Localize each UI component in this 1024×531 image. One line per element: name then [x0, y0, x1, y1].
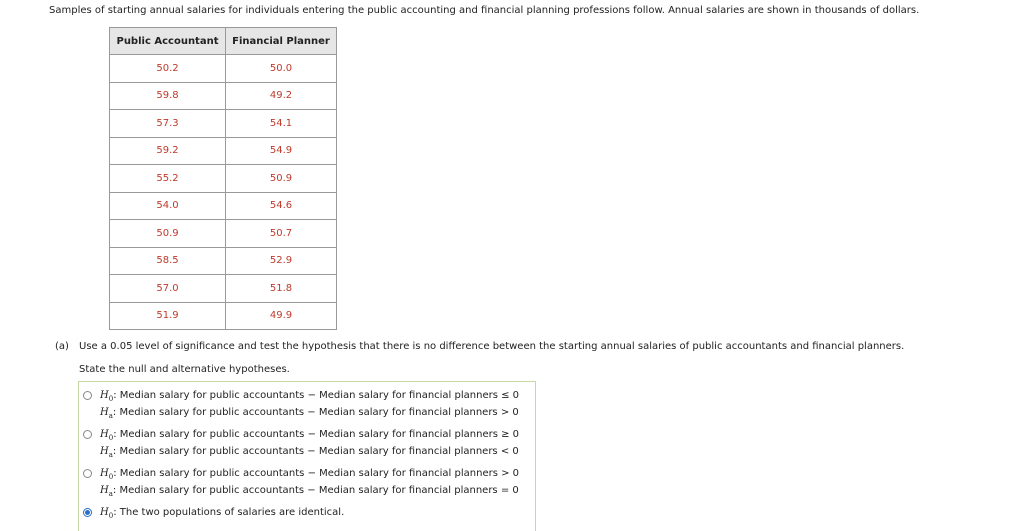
header-financial-planner: Financial Planner — [226, 28, 337, 55]
part-a-question — [55, 341, 904, 352]
cell-financial-planner: 50.9 — [226, 165, 337, 193]
part-a-text: Use a 0.05 level of significance and test the hypothesis that there is no difference between the starting annual salaries of public accountants and financial planners. — [79, 341, 905, 352]
alternative-hypothesis: $H_a$: Median salary for public accountants − Median salary for financial planners > 0 — [100, 407, 519, 420]
table-row — [110, 247, 337, 275]
cell-public-accountant: 58.5 — [110, 247, 226, 275]
null-hypothesis: $H_0$: Median salary for public accountants − Median salary for financial planners ≤ 0 — [100, 390, 520, 403]
instruction-text: State the null and alternative hypotheses. — [79, 364, 290, 375]
cell-public-accountant: 55.2 — [110, 165, 226, 193]
cell-financial-planner: 51.8 — [226, 275, 337, 303]
table-row — [110, 192, 337, 220]
table-row — [110, 110, 337, 138]
table-row — [110, 220, 337, 248]
table-row — [110, 302, 337, 330]
cell-financial-planner: 50.0 — [226, 55, 337, 83]
cell-financial-planner: 54.9 — [226, 137, 337, 165]
cell-financial-planner: 54.6 — [226, 192, 337, 220]
table-row — [110, 82, 337, 110]
cell-financial-planner: 50.7 — [226, 220, 337, 248]
radio-button[interactable] — [83, 391, 92, 400]
cell-financial-planner: 52.9 — [226, 247, 337, 275]
cell-financial-planner: 54.1 — [226, 110, 337, 138]
table-row — [110, 165, 337, 193]
hypothesis-options — [78, 381, 536, 531]
header-public-accountant: Public Accountant — [110, 28, 226, 55]
radio-button[interactable] — [83, 469, 92, 478]
alternative-hypothesis: $H_a$: Median salary for public accountants − Median salary for financial planners < 0 — [100, 446, 519, 459]
cell-public-accountant: 50.2 — [110, 55, 226, 83]
salary-table — [109, 27, 337, 330]
part-a-label: (a) — [55, 341, 69, 352]
table-row — [110, 275, 337, 303]
cell-public-accountant: 59.8 — [110, 82, 226, 110]
null-hypothesis: $H_0$: Median salary for public accountants − Median salary for financial planners ≥ 0 — [100, 429, 520, 442]
cell-public-accountant: 59.2 — [110, 137, 226, 165]
cell-financial-planner: 49.2 — [226, 82, 337, 110]
table-row — [110, 55, 337, 83]
problem-intro: Samples of starting annual salaries for individuals entering the public accounting and financial planning professions follow. Annual salaries are shown in thousands of dollars. — [49, 5, 920, 16]
table-row — [110, 137, 337, 165]
null-hypothesis: $H_0$: The two populations of salaries are identical. — [100, 507, 345, 520]
radio-button[interactable] — [83, 430, 92, 439]
cell-public-accountant: 51.9 — [110, 302, 226, 330]
cell-public-accountant: 57.3 — [110, 110, 226, 138]
null-hypothesis: $H_0$: Median salary for public accountants − Median salary for financial planners > 0 — [100, 468, 520, 481]
alternative-hypothesis: $H_a$: Median salary for public accountants − Median salary for financial planners = 0 — [100, 485, 519, 498]
cell-public-accountant: 50.9 — [110, 220, 226, 248]
cell-public-accountant: 57.0 — [110, 275, 226, 303]
cell-public-accountant: 54.0 — [110, 192, 226, 220]
cell-financial-planner: 49.9 — [226, 302, 337, 330]
radio-button-selected[interactable] — [83, 508, 92, 517]
